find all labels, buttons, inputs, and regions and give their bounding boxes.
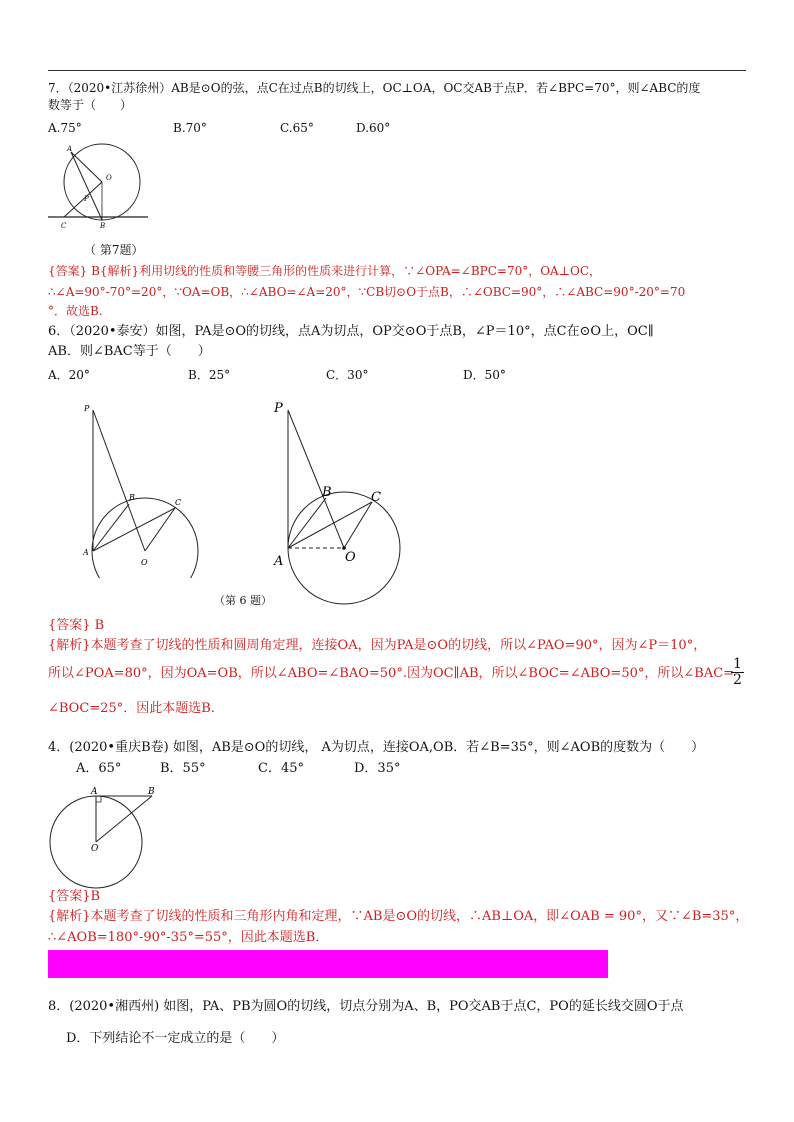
q8-stem-line2: D．下列结论不一定成立的是（ ）: [66, 1031, 285, 1046]
q4-option-a: A．65°: [76, 761, 122, 776]
q4-analysis-line1: {解析}本题考查了切线的性质和三角形内角和定理，∵AB是⊙O的切线，∴AB⊥OA，即∠OAB = 90°，又∵∠B=35°，: [48, 909, 749, 924]
q6-left-chord-ab: [93, 504, 129, 551]
q6-option-b: B．25°: [188, 368, 231, 382]
q6-left-segment-oc: [145, 508, 175, 551]
q6-fraction-denominator: 2: [733, 672, 742, 688]
q4-analysis-line2: ∴∠AOB=180°-90°-35°=55°，因此本题选B．: [48, 930, 329, 945]
q6-fraction-numerator: 1: [733, 656, 742, 672]
q7-label-c: C: [61, 222, 67, 230]
q7-segment-oa: [71, 152, 102, 182]
q4-option-b: B．55°: [160, 761, 206, 776]
q6-option-d: D．50°: [463, 368, 506, 382]
q6-figure-left: [75, 398, 205, 578]
q7-option-a: A.75°: [48, 121, 82, 135]
q7-label-a: A: [67, 145, 73, 153]
q6-analysis-line3: ∠BOC=25°．因此本题选B.: [48, 701, 215, 716]
q6-right-label-b: B: [322, 485, 332, 500]
q7-label-p: P: [84, 195, 89, 203]
q6-caption: （第 6 题）: [214, 594, 272, 607]
q7-option-b: B.70°: [173, 121, 207, 135]
q7-answer-line1: {答案} B{解析}利用切线的性质和等腰三角形的性质来进行计算，∵∠OPA=∠BPC=70°，OA⊥OC，: [48, 264, 602, 278]
q6-right-line-po: [288, 410, 344, 548]
q6-right-chord-ac: [288, 502, 372, 548]
q7-option-d: D.60°: [356, 121, 391, 135]
q6-figure-right: [268, 398, 408, 608]
q4-figure: [44, 780, 174, 890]
q4-label-b: B: [148, 787, 155, 797]
q6-left-line-po: [93, 410, 145, 551]
q6-fraction-half: [731, 657, 744, 688]
q4-answer-tag: {答案}B: [48, 889, 101, 904]
q6-answer-tag: {答案} B: [48, 618, 105, 633]
magenta-highlight-bar: [48, 950, 608, 978]
q4-option-c: C．45°: [258, 761, 304, 776]
q6-option-a: A．20°: [48, 368, 90, 382]
q6-left-label-c: C: [175, 498, 182, 507]
q6-left-chord-ac: [93, 508, 175, 551]
q7-stem-line1: 7．（2020•江苏徐州）AB是⊙O的弦，点C在过点B的切线上，OC⊥OA，OC交AB于点P．若∠BPC=70°，则∠ABC的度: [48, 81, 701, 95]
q6-left-label-p: P: [84, 404, 90, 413]
q6-stem-line1: 6．（2020•泰安）如图，PA是⊙O的切线，点A为切点，OP交⊙O于点B，∠P＝10°，点C在⊙O上，OC∥: [48, 324, 654, 339]
q6-left-label-o: O: [141, 558, 148, 567]
q4-label-o: O: [91, 844, 99, 854]
q6-stem-line2: AB．则∠BAC等于（ ）: [48, 344, 211, 359]
q6-analysis-line1: {解析}本题考查了切线的性质和圆周角定理，连接OA，因为PA是⊙O的切线，所以∠PAO=90°，因为∠P＝10°，: [48, 638, 707, 653]
q6-left-label-a: A: [83, 548, 89, 557]
q4-stem: 4．(2020•重庆B卷) 如图，AB是⊙O的切线， A为切点，连接OA,OB．若∠B=35°，则∠AOB的度数为（ ）: [48, 740, 705, 755]
top-rule: [48, 70, 746, 71]
q7-stem-line2: 数等于（ ）: [48, 98, 133, 112]
q7-option-c: C.65°: [280, 121, 314, 135]
q8-stem-line1: 8．(2020•湘西州) 如图，PA、PB为圆O的切线，切点分别为A、B，PO交AB于点C，PO的延长线交圆O于点: [48, 999, 684, 1014]
q7-label-o: O: [106, 174, 112, 182]
q6-right-label-o: O: [345, 550, 356, 565]
q6-right-label-a: A: [274, 554, 284, 569]
q7-answer-line3: °．故选B.: [48, 304, 103, 318]
q6-right-segment-oc: [344, 502, 372, 548]
q4-option-d: D．35°: [354, 761, 401, 776]
q7-segment-oc: [64, 182, 102, 217]
q4-segment-ob: [96, 796, 152, 842]
q6-right-label-p: P: [274, 401, 283, 416]
q7-label-b: B: [100, 222, 106, 230]
q4-label-a: A: [91, 787, 98, 797]
q7-answer-line2: ∴∠A=90°-70°=20°，∵OA=OB，∴∠ABO=∠A=20°，∵CB切⊙O于点B，∴∠OBC=90°，∴∠ABC=90°-20°=70: [48, 285, 686, 299]
q7-figure: [40, 140, 160, 235]
q6-right-label-c: C: [371, 490, 381, 505]
q7-caption: （ 第7题）: [84, 243, 144, 257]
q6-option-c: C．30°: [326, 368, 369, 382]
q6-left-label-b: B: [129, 493, 135, 502]
q6-analysis-line2: 所以∠POA=80°，因为OA=OB，所以∠ABO=∠BAO=50°.因为OC∥AB，所以∠BOC=∠ABO=50°，所以∠BAC=: [48, 666, 735, 681]
